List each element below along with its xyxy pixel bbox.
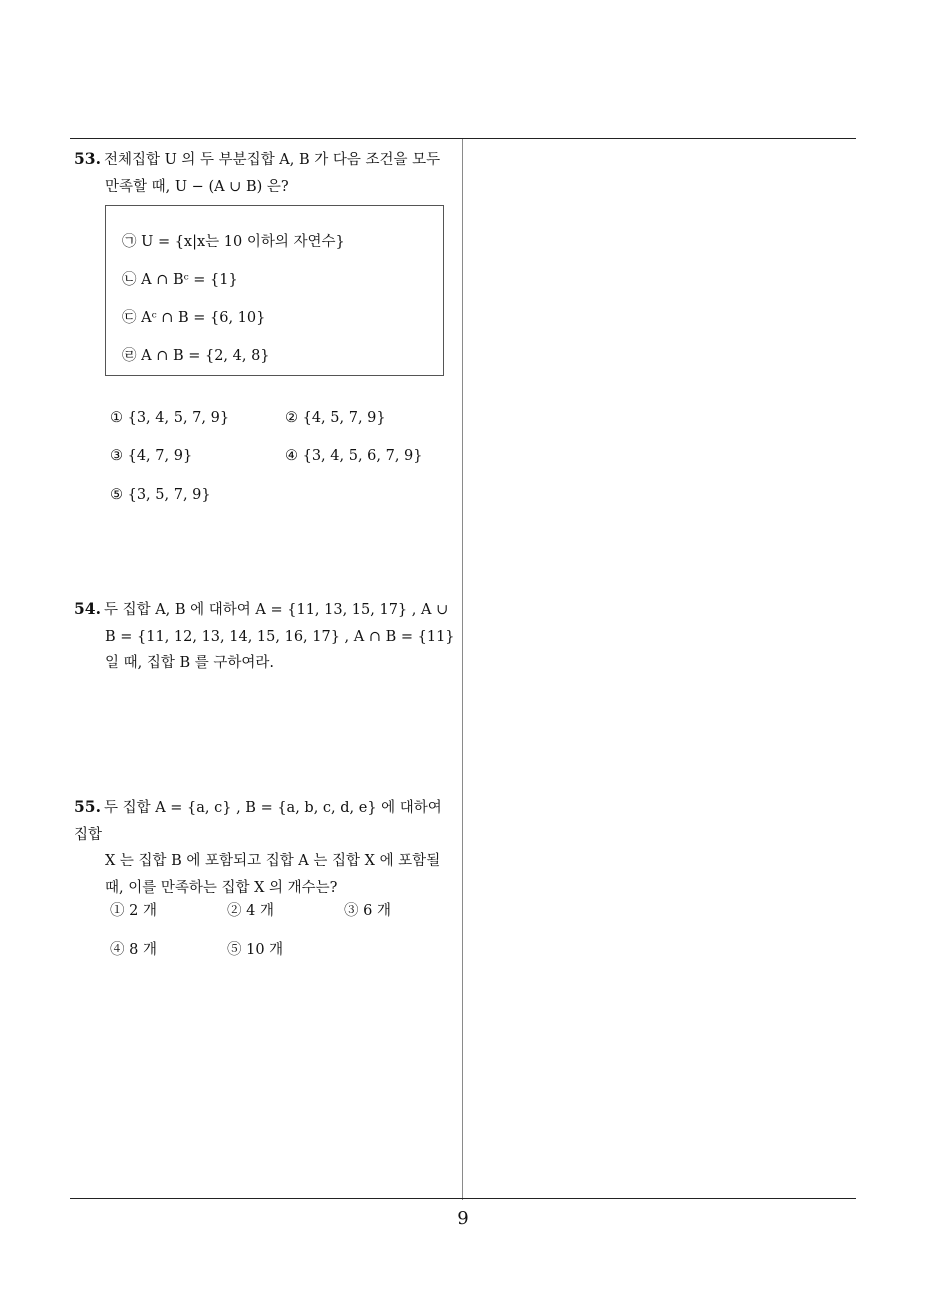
- choice-53-5[interactable]: ⑤ {3, 5, 7, 9}: [110, 487, 211, 503]
- choice-53-3[interactable]: ③ {4, 7, 9}: [110, 448, 193, 464]
- problem-55-number: 55.: [74, 797, 101, 816]
- condition-1: ㉠ U = {x|x는 10 이하의 자연수}: [122, 234, 345, 250]
- problem-53-line-2: 만족할 때, U − (A ∪ B) 은?: [105, 178, 289, 195]
- choice-55-1[interactable]: ① 2 개: [110, 903, 157, 919]
- problem-54: [74, 596, 456, 677]
- problem-55-line-1: [74, 794, 456, 848]
- problem-55-text-1: 두 집합 A = {a, c} , B = {a, b, c, d, e} 에 대하여 집합: [74, 800, 442, 843]
- condition-3: ㉢ Aᶜ ∩ B = {6, 10}: [122, 310, 266, 326]
- condition-4: ㉣ A ∩ B = {2, 4, 8}: [122, 348, 270, 364]
- problem-54-number: 54.: [74, 599, 101, 618]
- page-number: 9: [457, 1208, 469, 1229]
- choice-53-1[interactable]: ① {3, 4, 5, 7, 9}: [110, 410, 230, 426]
- problem-53: [74, 146, 456, 200]
- conditions-box: [105, 205, 444, 376]
- problem-55-line-3: 때, 이를 만족하는 집합 X 의 개수는?: [105, 879, 338, 896]
- choice-55-4[interactable]: ④ 8 개: [110, 942, 157, 958]
- column-divider: [462, 139, 463, 1200]
- choice-53-2[interactable]: ② {4, 5, 7, 9}: [285, 410, 386, 426]
- problem-53-line-1: [74, 146, 456, 174]
- bottom-rule: [70, 1198, 856, 1199]
- choice-55-5[interactable]: ⑤ 10 개: [227, 942, 284, 958]
- choice-55-3[interactable]: ③ 6 개: [344, 903, 391, 919]
- problem-54-text-1: 두 집합 A, B 에 대하여 A = {11, 13, 15, 17} , A ∪: [103, 602, 449, 618]
- problem-53-number: 53.: [74, 149, 101, 168]
- problem-54-line-1: [74, 596, 456, 624]
- choice-55-2[interactable]: ② 4 개: [227, 903, 274, 919]
- problem-53-text-1: 전체집합 U 의 두 부분집합 A, B 가 다음 조건을 모두: [103, 152, 441, 168]
- condition-2: ㉡ A ∩ Bᶜ = {1}: [122, 272, 238, 288]
- problem-54-line-3: 일 때, 집합 B 를 구하여라.: [105, 655, 274, 671]
- problem-55: [74, 794, 456, 901]
- choice-53-4[interactable]: ④ {3, 4, 5, 6, 7, 9}: [285, 448, 423, 464]
- problem-54-line-2: B = {11, 12, 13, 14, 15, 16, 17} , A ∩ B = {11}: [105, 628, 455, 645]
- problem-55-line-2: X 는 집합 B 에 포함되고 집합 A 는 집합 X 에 포함될: [105, 853, 441, 869]
